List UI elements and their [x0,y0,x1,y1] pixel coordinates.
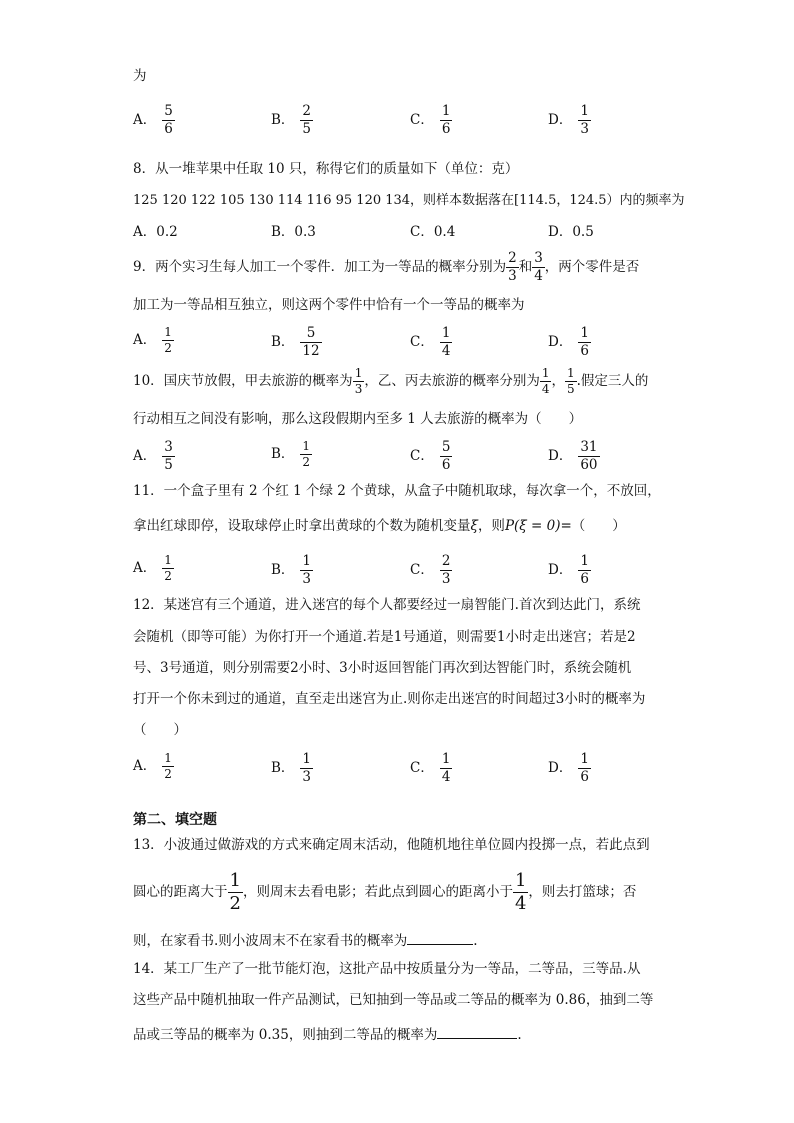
q13-line-2: 圆心的距离大于 $\frac{1}{2}$ ，则周末去看电影；若此点到圆心的距离小于 $\frac{1}{4}$ ，则去打篮球；否 [133,870,637,914]
section-heading: 第二、填空题 [133,812,217,828]
answer-blank[interactable] [437,1026,517,1039]
q7-option-b: B． $\frac{2}{5}$ [271,103,312,137]
q9-line-1: 9．两个实习生每人加工一个零件．加工为一等品的概率分别为 $\frac{2}{3}$ 和 $\frac{3}{4}$ ，两个零件是否 [133,250,640,284]
q11-option-c: C． $\frac{2}{3}$ [410,553,451,587]
q10-option-d: D． $\frac{31}{60}$ [548,439,598,473]
fraction: $\frac{1}{2}$ [164,325,172,356]
q10-option-a: A． $\frac{3}{5}$ [133,439,173,473]
q11-option-a: A． $\frac{1}{2}$ [133,553,172,584]
q11-line-1: 11．一个盒子里有 2 个红 1 个绿 2 个黄球，从盒子中随机取球，每次拿一个，不放回， [133,483,661,499]
fraction: $\frac{1}{6}$ [441,103,451,137]
q10-line-2: 行动相互之间没有影响，那么这段假期内至多 1 人去旅游的概率为（ ） [133,411,583,427]
q10-line-1: 10．国庆节放假，甲去旅游的概率为 $\frac{1}{3}$ ，乙、丙去旅游的概率分别为 $\frac{1}{4}$ ， $\frac{1}{5}$ .假定三人的 [133,366,649,397]
q11-option-b: B． $\frac{1}{3}$ [271,553,312,587]
q12-option-d: D． $\frac{1}{6}$ [548,751,589,785]
fraction: $\frac{1}{4}$ [441,325,451,359]
fraction: $\frac{1}{3}$ [302,553,312,587]
q8-option-c: C．0.4 [410,224,456,240]
q14-line-2: 这些产品中随机抽取一件产品测试，已知抽到一等品或二等品的概率为 0.86，抽到二等 [133,992,654,1008]
q13-line-3: 则，在家看书.则小波周末不在家看书的概率为 . [133,933,478,949]
fraction: $\frac{1}{3}$ [580,103,589,137]
probability-formula: P(ξ = 0) [504,518,561,534]
q10-option-b: B． $\frac{1}{2}$ [271,439,311,470]
q7-option-c: C． $\frac{1}{6}$ [410,103,451,137]
q12-option-c: C． $\frac{1}{4}$ [410,751,451,785]
fraction: $\frac{5}{12}$ [302,325,320,359]
fraction: $\frac{1}{6}$ [580,751,589,785]
fraction: $\frac{1}{3}$ [354,366,363,397]
q12-line-3: 号、3号通道，则分别需要2小时、3小时返回智能门再次到达智能门时，系统会随机 [133,660,632,676]
q9-option-d: D． $\frac{1}{6}$ [548,325,589,359]
q12-line-4: 打开一个你未到过的通道，直至走出迷宫为止.则你走出迷宫的时间超过3小时的概率为 [133,691,646,707]
q8-option-a: A．0.2 [133,224,178,240]
fraction: $\frac{3}{5}$ [164,439,173,473]
q9-option-a: A． $\frac{1}{2}$ [133,325,172,356]
fraction: $\frac{5}{6}$ [441,439,451,473]
q7-option-a: A． $\frac{5}{6}$ [133,103,173,137]
q9-option-b: B． $\frac{5}{12}$ [271,325,320,359]
fraction: $\frac{1}{4}$ [541,366,550,397]
answer-blank[interactable] [407,932,473,945]
fraction: $\frac{5}{6}$ [164,103,173,137]
q12-option-b: B． $\frac{1}{3}$ [271,751,312,785]
q14-line-1: 14．某工厂生产了一批节能灯泡，这批产品中按质量分为一等品，二等品，三等品.从 [133,961,641,977]
fraction: $\frac{31}{60}$ [580,439,598,473]
fraction: $\frac{1}{3}$ [302,751,312,785]
fraction: $\frac{2}{3}$ [441,553,451,587]
q8-line-2: 125 120 122 105 130 114 116 95 120 134，则样本数据落在[114.5，124.5）内的频率为 [133,193,685,208]
q8-option-d: D．0.5 [548,224,594,240]
q7-tail-text: 为 [133,68,147,84]
fraction: $\frac{1}{6}$ [580,553,589,587]
q8-line-1: 8．从一堆苹果中任取 10 只，称得它们的质量如下（单位：克） [133,161,519,177]
fraction: $\frac{1}{4}$ [514,870,527,914]
fraction: $\frac{3}{4}$ [534,250,543,284]
q10-option-c: C． $\frac{5}{6}$ [410,439,451,473]
fraction: $\frac{2}{5}$ [302,103,312,137]
q12-line-5: （ ） [133,722,187,738]
fraction: $\frac{1}{2}$ [302,439,311,470]
fraction: $\frac{1}{2}$ [164,751,172,782]
fraction: $\frac{1}{5}$ [566,366,575,397]
fraction: $\frac{1}{6}$ [580,325,589,359]
fraction: $\frac{1}{2}$ [229,870,241,914]
q12-option-a: A． $\frac{1}{2}$ [133,751,172,782]
q11-option-d: D． $\frac{1}{6}$ [548,553,589,587]
fraction: $\frac{1}{4}$ [441,751,451,785]
q13-line-1: 13．小波通过做游戏的方式来确定周末活动，他随机地往单位圆内投掷一点，若此点到 [133,837,650,853]
q12-line-2: 会随机（即等可能）为你打开一个通道.若是1号通道，则需要1小时走出迷宫；若是2 [133,629,636,645]
q9-option-c: C． $\frac{1}{4}$ [410,325,451,359]
fraction: $\frac{2}{3}$ [508,250,517,284]
q11-line-2: 拿出红球即停，设取球停止时拿出黄球的个数为随机变量ξ，则P(ξ = 0)=（ ） [133,518,626,534]
q12-line-1: 12．某迷宫有三个通道，进入迷宫的每个人都要经过一扇智能门.首次到达此门，系统 [133,597,641,613]
fraction: $\frac{1}{2}$ [164,553,172,584]
q14-line-3: 品或三等品的概率为 0.35，则抽到二等品的概率为 . [133,1027,522,1043]
q7-option-d: D． $\frac{1}{3}$ [548,103,589,137]
q8-option-b: B．0.3 [271,224,316,240]
q9-line-2: 加工为一等品相互独立，则这两个零件中恰有一个一等品的概率为 [133,297,525,313]
